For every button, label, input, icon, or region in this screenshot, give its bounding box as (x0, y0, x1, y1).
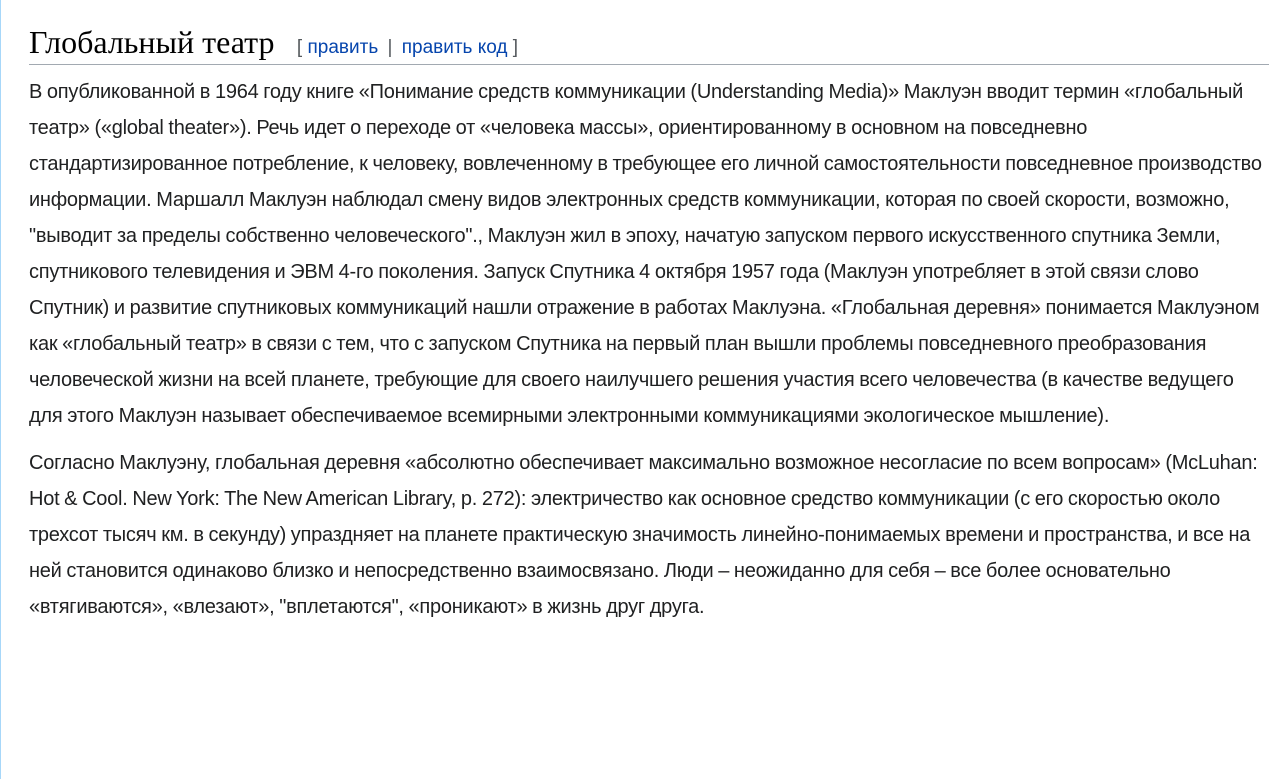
section-heading (29, 22, 1269, 65)
section-content (29, 74, 1269, 636)
edit-link[interactable]: править (307, 37, 379, 58)
section-title: Глобальный театр (29, 24, 275, 60)
paragraph-2: Согласно Маклуэну, глобальная деревня «абсолютно обеспечивает максимально возможное несогласие по всем вопросам» (McLuhan: Hot & Cool. New York: The New American Library, p. 272): электричество как основное средство коммуникации (с его скоростью около трехсот тысяч км. в секунду) упраздняет на планете практическую значимость линейно-понимаемых времени и пространства, и все на ней становится одинаково близко и непосредственно взаимосвязано. Люди – неожиданно для себя – все более основательно «втягиваются», «влезают», "вплетаются", «проникают» в жизнь друг друга. (29, 452, 1258, 618)
paragraph-1: В опубликованной в 1964 году книге «Понимание средств коммуникации (Understanding Media)» Маклуэн вводит термин «глобальный театр» («global theater»). Речь идет о переходе от «человека массы», ориентированному в основном на повседневно стандартизированное потребление, к человеку, вовлеченному в требующее его личной самостоятельности повседневное производство информации. Маршалл Маклуэн наблюдал смену видов электронных средств коммуникации, которая по своей скорости, возможно, "выводит за пределы собственно человеческого"., Маклуэн жил в эпоху, начатую запуском первого искусственного спутника Земли, спутникового телевидения и ЭВМ 4-го поколения. Запуск Спутника 4 октября 1957 года (Маклуэн употребляет в этой связи слово Спутник) и развитие спутниковых коммуникаций нашли отражение в работах Маклуэна. «Глобальная деревня» понимается Маклуэном как «глобальный театр» в связи с тем, что с запуском Спутника на первый план вышли проблемы повседневного преобразования человеческой жизни на всей планете, требующие для своего наилучшего решения участия всего человечества (в качестве ведущего для этого Маклуэн называет обеспечиваемое всемирными электронными коммуникациями экологическое мышление). (29, 81, 1262, 427)
edit-separator: | (387, 37, 393, 58)
edit-section-links (297, 37, 518, 58)
edit-code-link[interactable]: править код (401, 37, 508, 58)
edit-close-bracket: ] (512, 37, 519, 58)
edit-open-bracket: [ (296, 37, 303, 58)
